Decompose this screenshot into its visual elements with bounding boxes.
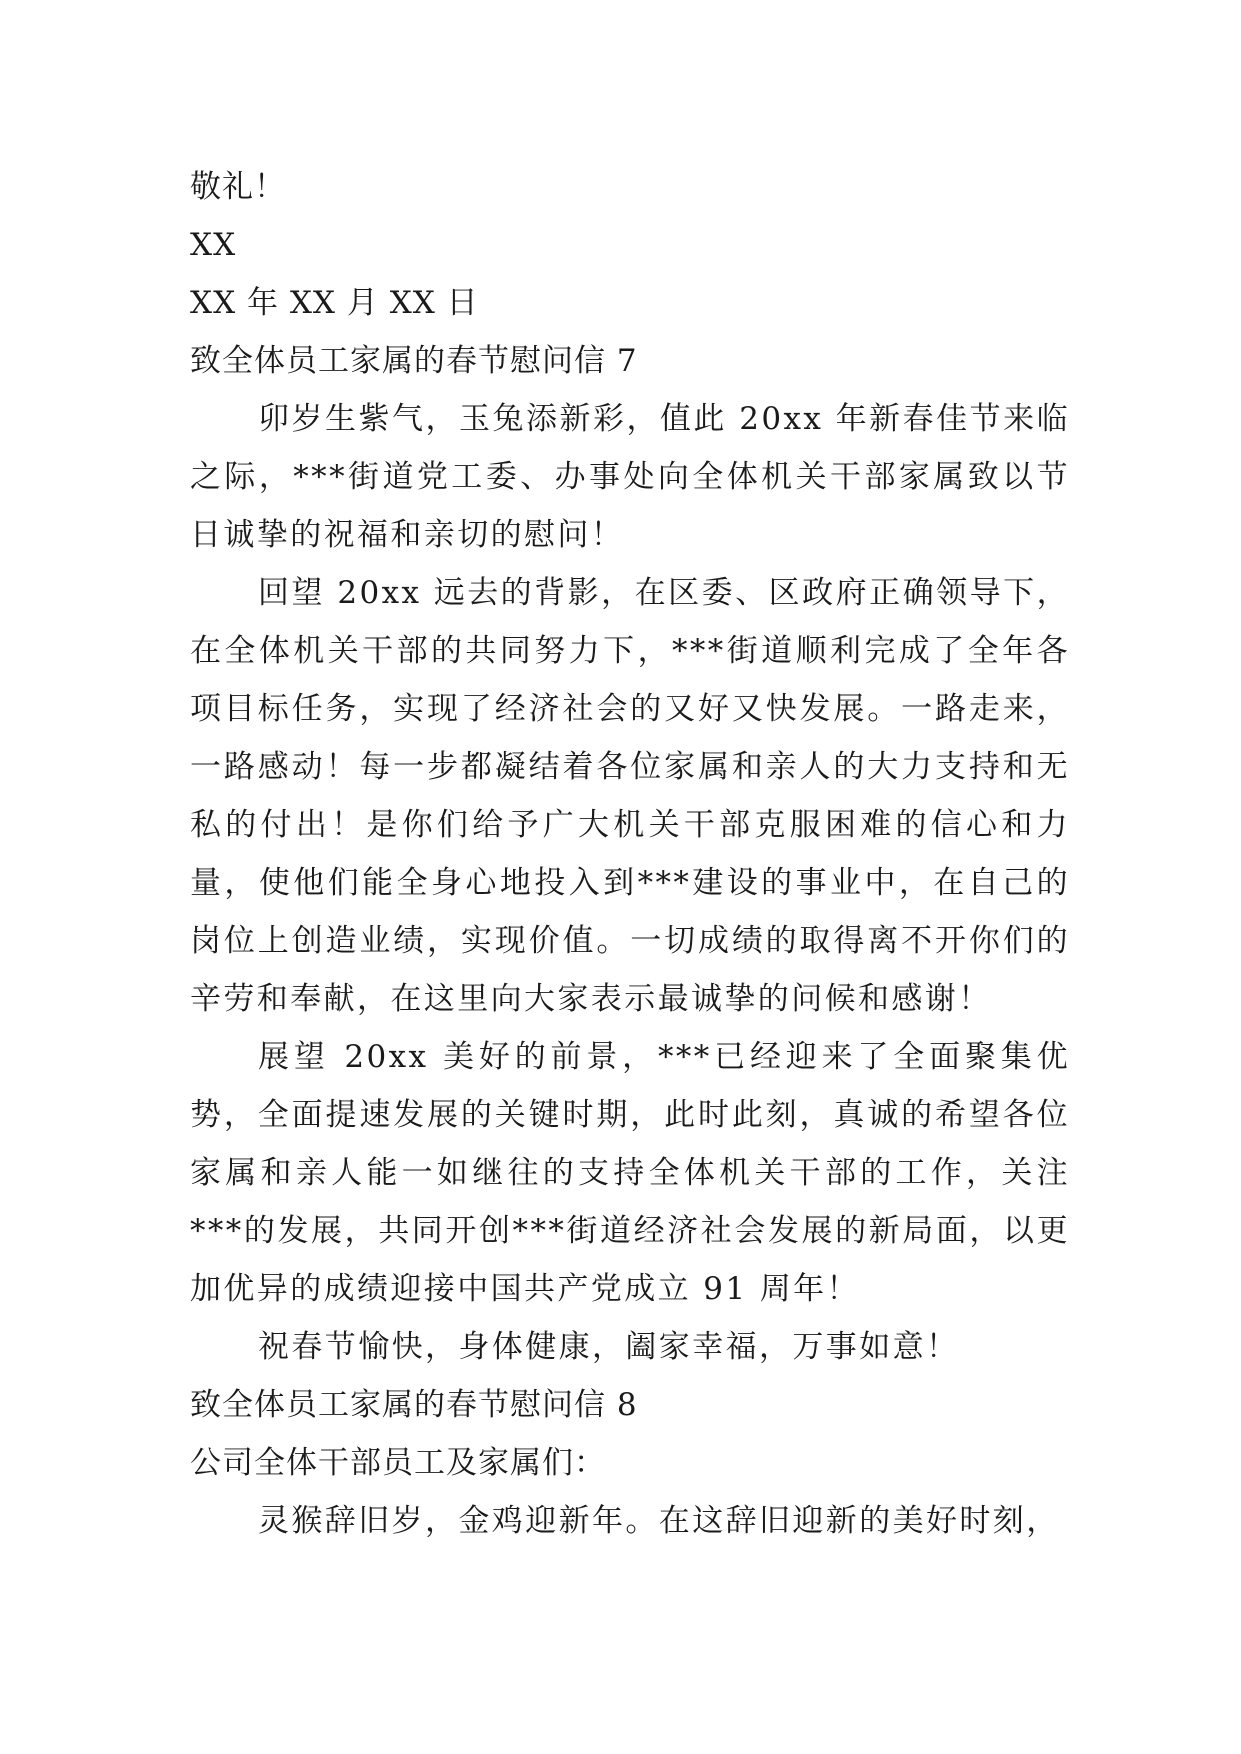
letter8-title: 致全体员工家属的春节慰问信 8 [190,1387,638,1423]
letter7-title: 致全体员工家属的春节慰问信 7 [190,343,638,379]
closing-line: 敬礼！ [190,169,286,205]
letter7-paragraph-3: 展望 20xx 美好的前景，***已经迎来了全面聚集优势，全面提速发展的关键时期，此时此刻，真诚的希望各位家属和亲人能一如继往的支持全体机关干部的工作，关注***的发展，共同开创***街道经济社会发展的新局面，以更加优异的成绩迎接中国共产党成立 91 周年！ [190,1039,1070,1307]
date-line: XX 年 XX 月 XX 日 [190,285,479,321]
letter7-paragraph-2: 回望 20xx 远去的背影，在区委、区政府正确领导下，在全体机关干部的共同努力下，***街道顺利完成了全年各项目标任务，实现了经济社会的又好又快发展。一路走来，一路感动！每一步都凝结着各位家属和亲人的大力支持和无私的付出！是你们给予广大机关干部克服困难的信心和力量，使他们能全身心地投入到***建设的事业中，在自己的岗位上创造业绩，实现价值。一切成绩的取得离不开你们的辛劳和奉献，在这里向大家表示最诚挚的问候和感谢！ [190,575,1070,1017]
letter7-paragraph-1: 卯岁生紫气，玉兔添新彩，值此 20xx 年新春佳节来临之际，***街道党工委、办事处向全体机关干部家属致以节日诚挚的祝福和亲切的慰问！ [190,401,1070,553]
document-body [190,158,1070,1550]
signature-line: XX [190,227,237,263]
letter8-paragraph-1: 灵猴辞旧岁，金鸡迎新年。在这辞旧迎新的美好时刻， [258,1503,1060,1539]
letter8-salutation: 公司全体干部员工及家属们： [190,1445,606,1481]
letter7-paragraph-4: 祝春节愉快，身体健康，阖家幸福，万事如意！ [258,1329,960,1365]
